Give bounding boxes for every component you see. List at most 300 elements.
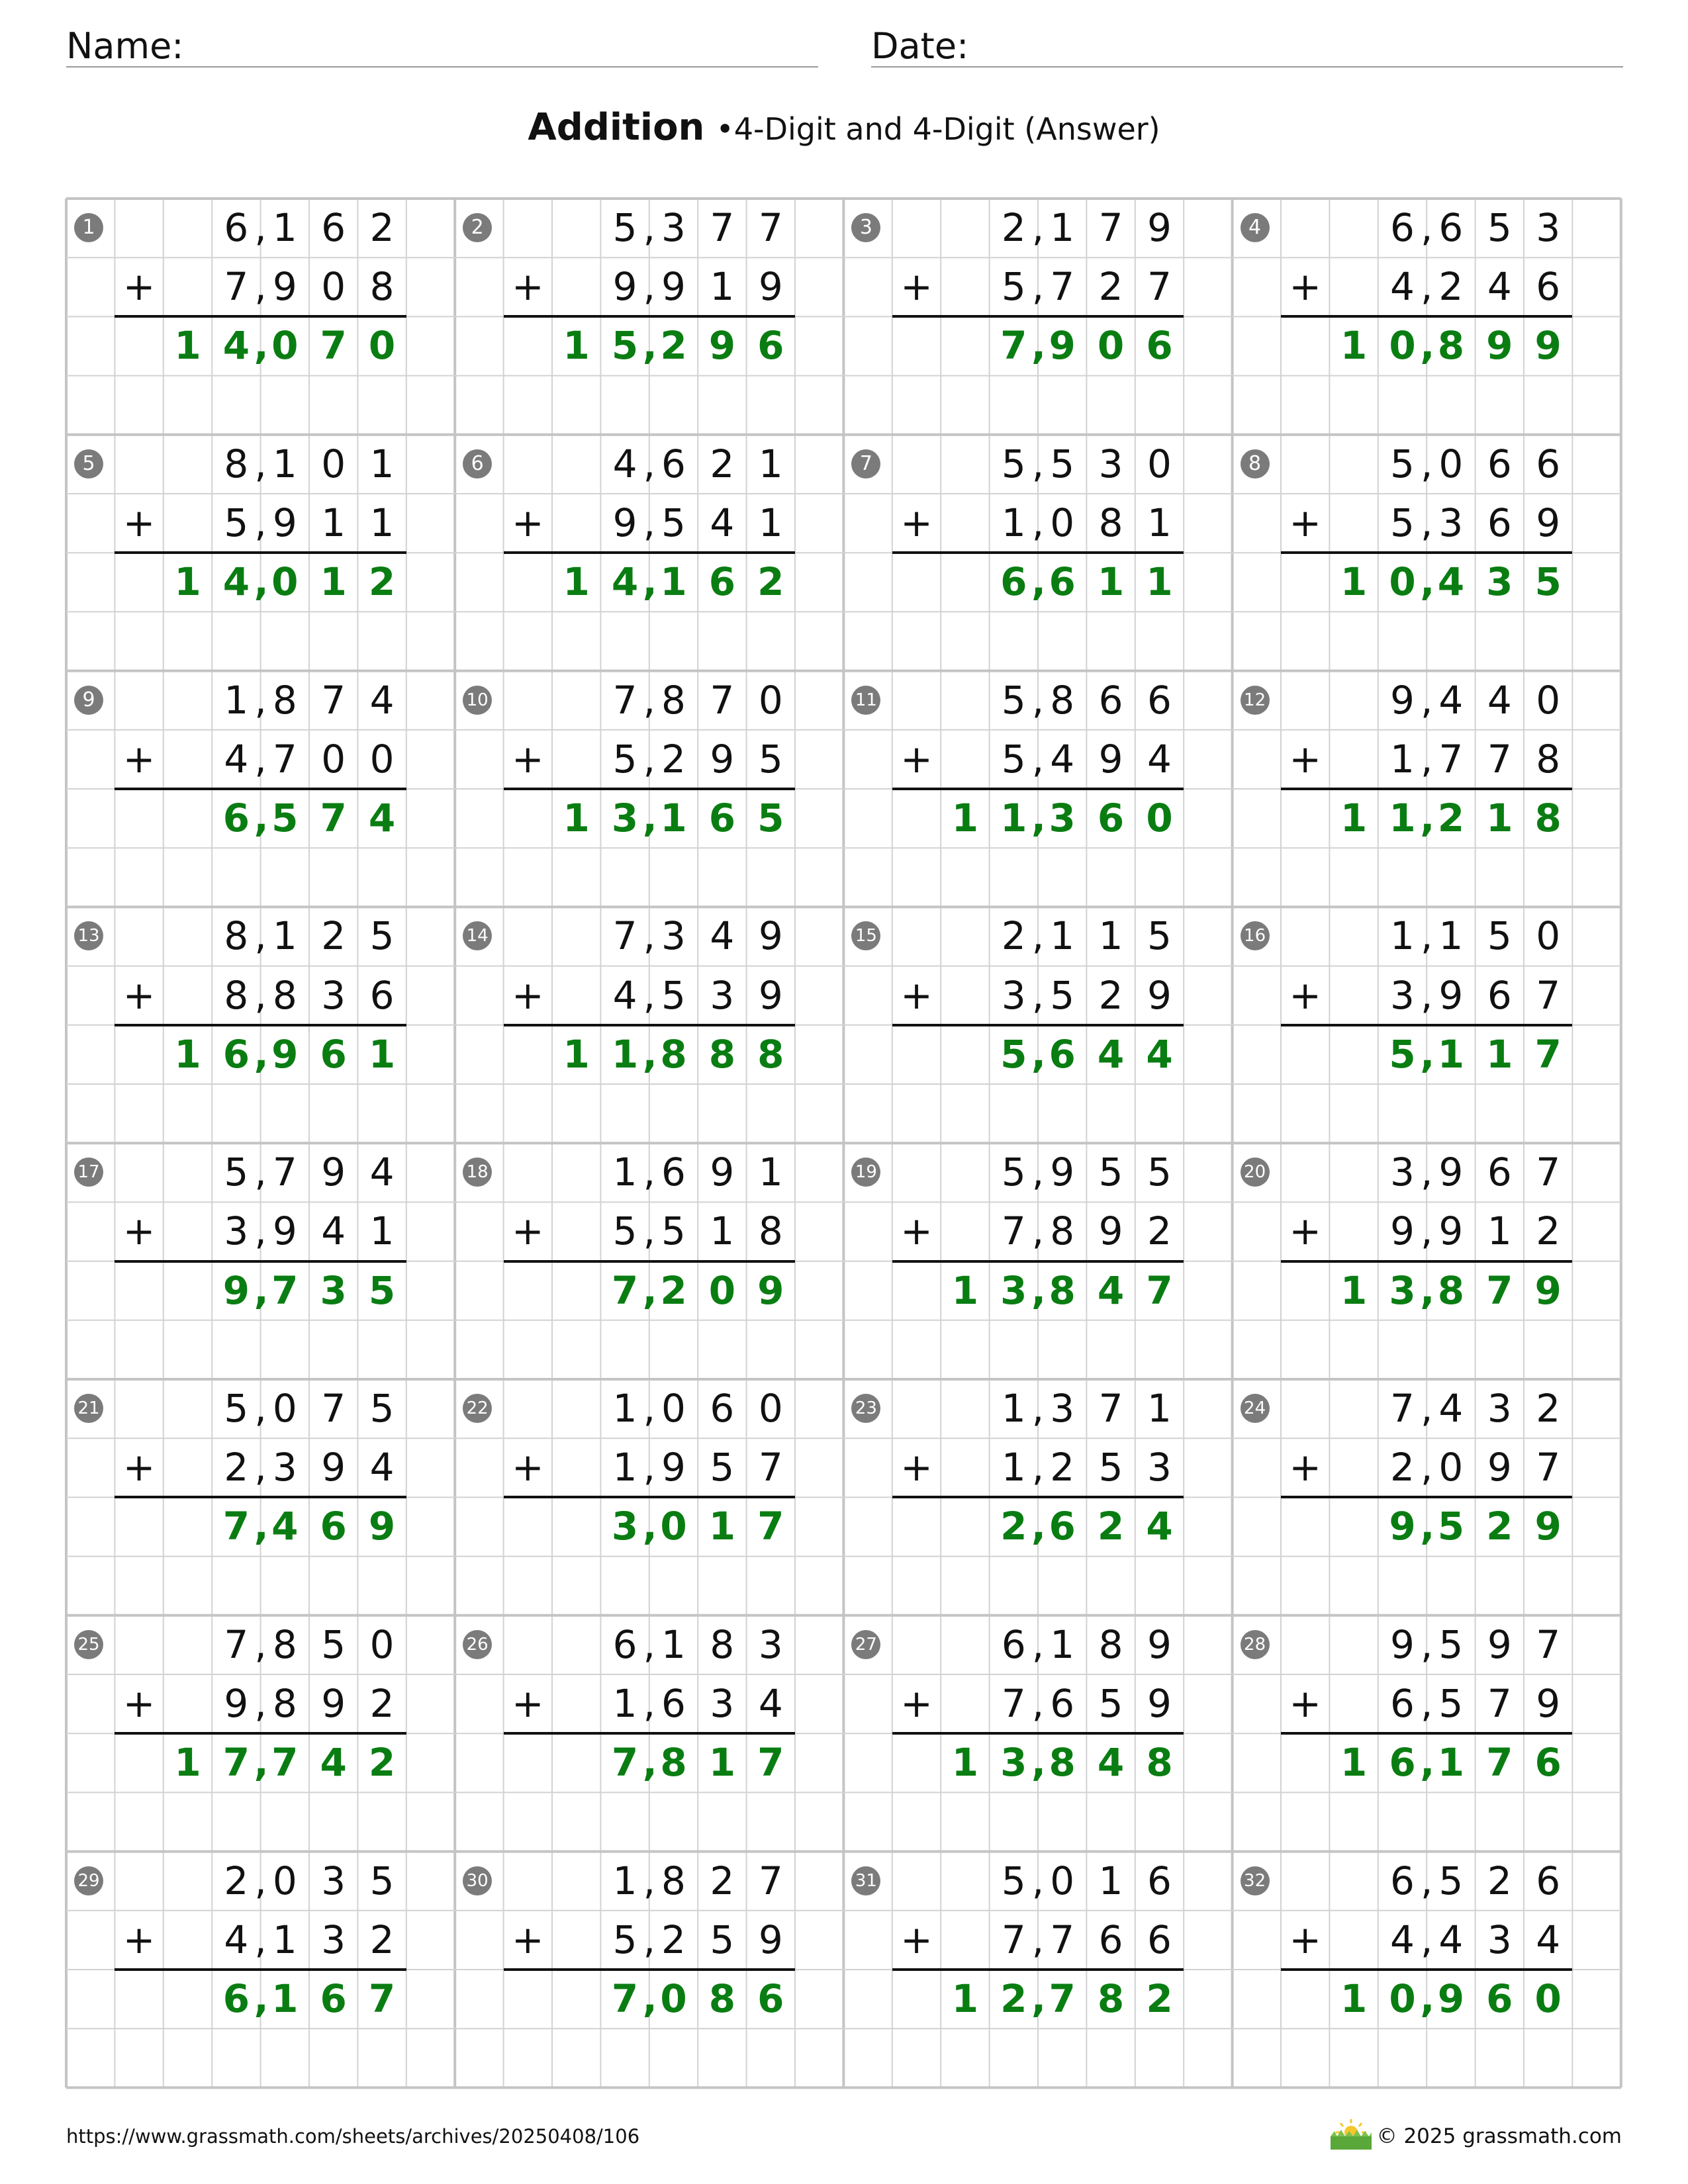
thousands-separator: , [643,1621,656,1667]
plus-operator: + [122,1681,156,1726]
answer-digit: 9 [1534,323,1562,369]
operand-digit: 3 [321,1858,346,1903]
operand-digit: 1 [1098,1858,1123,1903]
operand-digit: 7 [758,1858,783,1903]
operand-digit: 1 [612,1150,637,1195]
operand-digit: 1 [1487,1208,1512,1254]
operand-digit: 9 [1390,677,1415,723]
operand-digit: 9 [1487,1445,1512,1490]
thousands-separator: , [254,1031,269,1077]
operand-digit: 7 [1487,1681,1512,1726]
answer-digit: 6 [1049,1504,1076,1549]
answer-digit: 7 [368,1976,396,2021]
operand-digit: 3 [1098,441,1123,486]
thousands-separator: , [254,559,269,605]
thousands-separator: , [643,1917,656,1962]
thousands-separator: , [254,1858,267,1903]
answer-digit: 8 [1437,1267,1465,1313]
answer-digit: 6 [320,1031,347,1077]
thousands-separator: , [1420,736,1433,782]
problem-number-badge: 12 [1241,686,1270,715]
answer-digit: 1 [1486,1031,1513,1077]
operand-digit: 8 [1050,1208,1075,1254]
answer-digit: 7 [1146,1267,1173,1313]
footer-url[interactable]: https://www.grassmath.com/sheets/archives/20250408/106 [66,2125,640,2148]
thousands-separator: , [1031,736,1045,782]
operand-digit: 6 [1487,441,1512,486]
operand-digit: 1 [612,1681,637,1726]
operand-digit: 3 [1050,1386,1075,1431]
problem-number-badge: 6 [463,449,492,478]
answer-digit: 4 [1097,1031,1125,1077]
operand-digit: 1 [1390,736,1415,782]
operand-digit: 7 [758,205,783,250]
thousands-separator: , [254,264,267,310]
answer-digit: 2 [660,1267,687,1313]
operand-digit: 9 [321,1150,346,1195]
operand-digit: 5 [1050,972,1075,1018]
operand-digit: 3 [661,913,686,959]
operand-digit: 7 [1001,1917,1026,1962]
thousands-separator: , [643,913,656,959]
plus-operator: + [1289,972,1321,1018]
operand-digit: 5 [224,500,249,545]
thousands-separator: , [642,1504,657,1549]
operand-digit: 6 [1098,677,1123,723]
answer-digit: 5 [1437,1504,1465,1549]
answer-digit: 1 [708,1740,736,1786]
problem-number-badge: 1 [74,213,103,242]
operand-digit: 4 [1147,736,1172,782]
operand-digit: 8 [224,913,249,959]
operand-digit: 6 [1438,205,1464,250]
operand-digit: 1 [661,1621,686,1667]
thousands-separator: , [254,323,269,369]
answer-digit: 4 [368,796,396,841]
operand-digit: 9 [272,1208,297,1254]
operand-digit: 8 [661,1858,686,1903]
thousands-separator: , [1031,1917,1045,1962]
thousands-separator: , [254,796,269,841]
answer-digit: 5 [757,796,784,841]
answer-digit: 4 [1097,1740,1125,1786]
operand-digit: 7 [1098,205,1123,250]
thousands-separator: , [1031,559,1047,605]
thousands-separator: , [1420,1976,1435,2021]
answer-digit: 8 [1146,1740,1173,1786]
operand-digit: 1 [1001,500,1026,545]
answer-digit: 3 [1049,796,1076,841]
answer-digit: 1 [1340,323,1368,369]
plus-operator: + [1289,1445,1321,1490]
thousands-separator: , [1420,500,1433,545]
operand-digit: 6 [1001,1621,1026,1667]
operand-digit: 4 [1438,1386,1464,1431]
operand-digit: 0 [272,1858,297,1903]
answer-digit: 5 [271,796,299,841]
operand-digit: 9 [710,736,735,782]
operand-digit: 8 [224,972,249,1018]
operand-digit: 9 [1390,1621,1415,1667]
thousands-separator: , [254,1445,267,1490]
operand-digit: 5 [369,1858,395,1903]
operand-digit: 2 [710,1858,735,1903]
thousands-separator: , [1031,972,1045,1018]
thousands-separator: , [643,972,656,1018]
operand-digit: 8 [1536,736,1561,782]
answer-digit: 7 [757,1504,784,1549]
operand-digit: 8 [369,264,395,310]
plus-operator: + [511,500,544,545]
operand-digit: 7 [1438,736,1464,782]
operand-digit: 4 [1536,1917,1561,1962]
plus-operator: + [900,972,933,1018]
operand-digit: 6 [661,441,686,486]
answer-digit: 9 [1437,1976,1465,2021]
operand-digit: 0 [321,441,346,486]
plus-operator: + [1289,500,1321,545]
answer-digit: 1 [1486,796,1513,841]
name-label: Name: [66,25,184,67]
name-underline [66,66,818,68]
answer-digit: 0 [271,559,299,605]
operand-digit: 2 [369,1917,395,1962]
answer-digit: 6 [757,1976,784,2021]
operand-digit: 5 [321,1621,346,1667]
operand-digit: 1 [1147,500,1172,545]
answer-digit: 0 [1534,1976,1562,2021]
thousands-separator: , [1420,1031,1435,1077]
operand-digit: 7 [1536,1621,1561,1667]
problem-number-badge: 25 [74,1630,103,1659]
operand-digit: 1 [710,1208,735,1254]
operand-digit: 8 [1050,677,1075,723]
plus-operator: + [900,1208,933,1254]
operand-digit: 2 [1147,1208,1172,1254]
thousands-separator: , [1031,1150,1045,1195]
operand-digit: 8 [758,1208,783,1254]
operand-digit: 7 [1050,1917,1075,1962]
plus-operator: + [1289,1208,1321,1254]
thousands-separator: , [254,913,267,959]
answer-digit: 1 [660,796,687,841]
operand-digit: 6 [1487,1150,1512,1195]
answer-digit: 0 [1097,323,1125,369]
operand-digit: 9 [710,1150,735,1195]
operand-digit: 9 [321,1681,346,1726]
answer-digit: 1 [1437,1031,1465,1077]
operand-digit: 9 [1487,1621,1512,1667]
plus-operator: + [900,1445,933,1490]
answer-digit: 6 [222,1976,250,2021]
plus-operator: + [122,1917,156,1962]
thousands-separator: , [1031,796,1047,841]
answer-digit: 1 [708,1504,736,1549]
worksheet-title [0,105,1688,152]
operand-digit: 2 [369,205,395,250]
operand-digit: 4 [758,1681,783,1726]
answer-digit: 4 [611,559,639,605]
operand-digit: 5 [710,1917,735,1962]
thousands-separator: , [254,1386,267,1431]
operand-digit: 2 [224,1858,249,1903]
operand-digit: 4 [710,500,735,545]
operand-digit: 5 [1487,205,1512,250]
thousands-separator: , [1420,677,1433,723]
answer-digit: 0 [368,323,396,369]
operand-digit: 7 [1536,1445,1561,1490]
operand-digit: 5 [1098,1150,1123,1195]
plus-operator: + [122,264,156,310]
operand-digit: 9 [1390,1208,1415,1254]
answer-digit: 1 [174,559,201,605]
operand-digit: 0 [758,1386,783,1431]
operand-digit: 7 [1098,1386,1123,1431]
answer-digit: 1 [1000,796,1027,841]
operand-digit: 5 [1390,500,1415,545]
plus-operator: + [122,972,156,1018]
operand-digit: 3 [1438,500,1464,545]
operand-digit: 1 [1050,1621,1075,1667]
operand-digit: 5 [1001,736,1026,782]
answer-digit: 1 [951,1976,979,2021]
plus-operator: + [511,972,544,1018]
operand-digit: 3 [1487,1386,1512,1431]
answer-digit: 2 [1437,796,1465,841]
plus-operator: + [1289,264,1321,310]
operand-digit: 0 [321,736,346,782]
plus-operator: + [511,1208,544,1254]
answer-digit: 1 [174,1740,201,1786]
operand-digit: 1 [1438,913,1464,959]
operand-digit: 7 [710,677,735,723]
thousands-separator: , [254,1917,267,1962]
operand-digit: 4 [1487,677,1512,723]
answer-digit: 6 [1534,1740,1562,1786]
operand-digit: 5 [612,205,637,250]
answer-digit: 0 [708,1267,736,1313]
operand-digit: 3 [1147,1445,1172,1490]
problem-number-badge: 10 [463,686,492,715]
answer-digit: 3 [1389,1267,1416,1313]
thousands-separator: , [643,205,656,250]
operand-digit: 9 [1536,500,1561,545]
answer-digit: 8 [757,1031,784,1077]
operand-digit: 8 [272,972,297,1018]
answer-digit: 7 [1534,1031,1562,1077]
answer-digit: 7 [611,1267,639,1313]
answer-digit: 8 [1097,1976,1125,2021]
thousands-separator: , [1420,1917,1433,1962]
answer-digit: 8 [708,1031,736,1077]
operand-digit: 1 [272,1917,297,1962]
thousands-separator: , [1420,1858,1433,1903]
operand-digit: 1 [1001,1386,1026,1431]
problem-number-badge: 24 [1241,1394,1270,1423]
plus-operator: + [1289,736,1321,782]
answer-digit: 5 [368,1267,396,1313]
operand-digit: 6 [1050,1681,1075,1726]
operand-digit: 5 [1147,1150,1172,1195]
thousands-separator: , [643,1681,656,1726]
plus-operator: + [1289,1917,1321,1962]
answer-digit: 6 [1049,559,1076,605]
operand-digit: 9 [272,500,297,545]
operand-digit: 9 [1147,972,1172,1018]
problem-number-badge: 4 [1241,213,1270,242]
answer-digit: 1 [563,796,590,841]
answer-digit: 7 [757,1740,784,1786]
answer-digit: 1 [1389,796,1416,841]
answer-digit: 1 [660,559,687,605]
answer-digit: 4 [271,1504,299,1549]
problem-number-badge: 26 [463,1630,492,1659]
operand-digit: 9 [758,1917,783,1962]
operand-digit: 5 [1098,1681,1123,1726]
operand-digit: 4 [710,913,735,959]
answer-digit: 6 [320,1976,347,2021]
answer-digit: 0 [1389,323,1416,369]
thousands-separator: , [254,972,267,1018]
plus-operator: + [511,1445,544,1490]
operand-digit: 7 [1001,1208,1026,1254]
answer-digit: 2 [368,1740,396,1786]
answer-digit: 1 [1097,559,1125,605]
answer-digit: 7 [222,1740,250,1786]
operand-digit: 7 [1001,1681,1026,1726]
operand-digit: 6 [661,1150,686,1195]
operand-digit: 2 [369,1681,395,1726]
answer-digit: 9 [271,1031,299,1077]
operand-digit: 0 [1147,441,1172,486]
plus-operator: + [900,1681,933,1726]
operand-digit: 9 [1438,1208,1464,1254]
plus-operator: + [122,1445,156,1490]
operand-digit: 6 [1098,1917,1123,1962]
title-subtitle: 4-Digit and 4-Digit (Answer) [733,111,1160,147]
operand-digit: 1 [612,1445,637,1490]
operand-digit: 6 [612,1621,637,1667]
operand-digit: 7 [1390,1386,1415,1431]
problem-number-badge: 17 [74,1158,103,1187]
operand-digit: 7 [1536,972,1561,1018]
operand-digit: 6 [1536,441,1561,486]
thousands-separator: , [254,1740,269,1786]
problem-number-badge: 16 [1241,921,1270,950]
problem-number-badge: 9 [74,686,103,715]
operand-digit: 1 [612,1858,637,1903]
thousands-separator: , [1420,1621,1433,1667]
answer-digit: 5 [611,323,639,369]
operand-digit: 7 [758,1445,783,1490]
thousands-separator: , [1420,323,1435,369]
thousands-separator: , [1420,1445,1433,1490]
answer-digit: 6 [1486,1976,1513,2021]
operand-digit: 3 [272,1445,297,1490]
operand-digit: 5 [612,1208,637,1254]
thousands-separator: , [1420,1740,1435,1786]
operand-digit: 7 [224,264,249,310]
answer-digit: 4 [1146,1504,1173,1549]
thousands-separator: , [1031,1031,1047,1077]
answer-digit: 0 [1389,559,1416,605]
operand-digit: 0 [661,1386,686,1431]
operand-digit: 4 [224,736,249,782]
operand-digit: 6 [1487,500,1512,545]
thousands-separator: , [1031,1208,1045,1254]
answer-digit: 3 [611,1504,639,1549]
operand-digit: 7 [612,677,637,723]
problem-number-badge: 22 [463,1394,492,1423]
operand-digit: 8 [710,1621,735,1667]
problem-number-badge: 15 [851,921,880,950]
answer-digit: 2 [368,559,396,605]
operand-digit: 1 [758,1150,783,1195]
operand-digit: 4 [369,1445,395,1490]
answer-digit: 1 [174,1031,201,1077]
answer-digit: 0 [1389,1976,1416,2021]
operand-digit: 1 [1147,1386,1172,1431]
thousands-separator: , [643,1386,656,1431]
operand-digit: 6 [224,205,249,250]
answer-digit: 1 [563,323,590,369]
operand-digit: 5 [612,736,637,782]
operand-digit: 9 [224,1681,249,1726]
operand-digit: 0 [321,264,346,310]
answer-digit: 1 [611,1031,639,1077]
operand-digit: 6 [321,205,346,250]
thousands-separator: , [642,1976,657,2021]
operand-digit: 9 [1438,1150,1464,1195]
operand-digit: 3 [710,972,735,1018]
date-underline [871,66,1623,68]
problem-number-badge: 14 [463,921,492,950]
operand-digit: 1 [369,500,395,545]
title-bullet: • [716,111,734,147]
thousands-separator: , [1420,205,1433,250]
operand-digit: 2 [1001,913,1026,959]
operand-digit: 2 [321,913,346,959]
operand-digit: 5 [1001,1150,1026,1195]
answer-digit: 8 [1049,1267,1076,1313]
thousands-separator: , [254,1681,267,1726]
thousands-separator: , [1031,323,1047,369]
answer-digit: 1 [563,559,590,605]
operand-digit: 5 [369,1386,395,1431]
operand-digit: 8 [1098,1621,1123,1667]
thousands-separator: , [254,1504,269,1549]
operand-digit: 4 [1390,264,1415,310]
thousands-separator: , [1420,441,1433,486]
plus-operator: + [900,500,933,545]
operand-digit: 7 [272,1150,297,1195]
problem-number-badge: 30 [463,1866,492,1895]
problem-number-badge: 20 [1241,1158,1270,1187]
operand-digit: 6 [1390,1858,1415,1903]
operand-digit: 1 [1001,1445,1026,1490]
answer-digit: 7 [271,1740,299,1786]
answer-digit: 7 [320,796,347,841]
operand-digit: 3 [321,972,346,1018]
answer-digit: 7 [611,1740,639,1786]
thousands-separator: , [254,677,267,723]
operand-digit: 2 [1536,1386,1561,1431]
answer-digit: 1 [563,1031,590,1077]
operand-digit: 3 [758,1621,783,1667]
operand-digit: 3 [661,205,686,250]
answer-digit: 0 [660,1504,687,1549]
grass-sun-logo-icon [1328,2116,1374,2151]
